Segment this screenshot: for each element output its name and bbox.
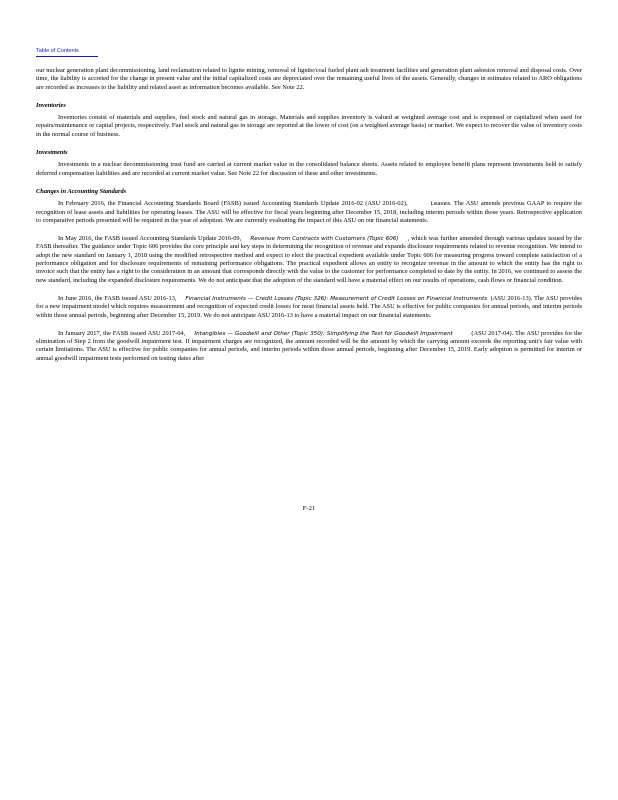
goodwill-text-b: (ASU 2017-04). The ASU provides for the elimination of Step 2 from the goodwill impairment test. If impairment charges are recognized, the amount recorded will be the amount by which the carrying amount exceeds the reporting unit's fair value with certain limitations. The ASU is effective for public companies for annual periods, and interim periods within those annual periods, beginning after December 15, 2019. Early adoption is permitted for interim or annual goodwill impairment tests performed on testing dates after	[36, 329, 582, 362]
leases-title: Leases	[430, 201, 451, 208]
page-number: F-21	[302, 505, 316, 512]
intro-paragraph: our nuclear generation plant decommissioning, land reclamation related to lignite mining, removal of lignite/coal fueled plant ash treatment facilities and generation plant asbestos removal and disposal costs. Over time, the liability is accreted for the change in present value and the initial capitalized costs are depreciated over the remaining useful lives of the assets. Generally, changes in estimates related to ARO obligations are recorded as increases to the liability and related asset as information becomes available. See Note 22.	[36, 67, 582, 91]
leases-paragraph	[36, 200, 582, 225]
changes-heading: Changes in Accounting Standards	[36, 187, 127, 195]
credit-losses-text-a: In June 2016, the FASB issued ASU 2016-13,	[58, 294, 177, 302]
credit-losses-paragraph	[36, 295, 582, 320]
page-body	[36, 67, 582, 363]
goodwill-text-a: In January 2017, the FASB issued ASU 2017-04,	[58, 329, 186, 337]
leases-text-a: In February 2016, the Financial Accounting Standards Board (FASB) issued Accounting Standards Update 2016-02 (ASU 2016-02),	[58, 200, 408, 208]
revenue-text-b: , which was further amended through various updates issued by the FASB thereafter. The guidance under Topic 606 provides the core principle and key steps in determining the recognition of revenue and expands disclosure requirements related to revenue recognition. We intend to adopt the new standard on January 1, 2018 using the modified retrospective method and expect to elect the practical expedient available under Topic 606 for measuring progress toward complete satisfaction of a performance obligation and for disclosure requirements of remaining performance obligations. The practical expedient allows an entity to recognize revenue in the amount to which the entity has the right to invoice such that the entity has a right to the consideration in an amount that corresponds directly with the value to the customer for performance completed to date by the entity. In 2016, we continued to assess the new standard, including the expanded disclosure requirements. We do not anticipate that the adoption of the standard will have a material effect on our results of operations, cash flows or financial condition.	[36, 235, 582, 284]
goodwill-paragraph	[36, 330, 582, 363]
credit-losses-text-b: (ASU 2016-13). The ASU provides for a new impairment model which requires measurement and recognition of expected credit losses for most financial assets held. The ASU is effective for public companies for annual periods, and interim periods within those annual periods, beginning after December 15, 2019. We do not anticipate ASU 2016-13 to have a material impact on our financial statements.	[36, 294, 582, 319]
investments-paragraph: Investments in a nuclear decommissioning trust fund are carried at current market value in the consolidated balance sheets. Assets related to employee benefit plans represent investments held to satisfy deferred compensation liabilities and are recorded at current market value. See Note 22 for discussion of these and other investments.	[36, 161, 582, 177]
goodwill-title: Intangibles — Goodwill and Other (Topic 350): Simplifying the Test for Goodwill Impairment	[194, 330, 453, 337]
credit-losses-title: Financial Instruments — Credit Losses (Topic 326): Measurement of Credit Losses on Financial Instruments	[185, 295, 488, 302]
revenue-text-a: In May 2016, the FASB issued Accounting Standards Update 2016-09,	[58, 235, 242, 243]
inventories-heading: Inventories	[36, 101, 66, 109]
revenue-title: Revenue from Contracts with Customers (Topic 606)	[250, 236, 399, 243]
leases-text-b: . The ASU amends previous GAAP to require the recognition of lease assets and liabilities for operating leases. The ASU will be effective for fiscal years beginning after December 15, 2018, including interim periods within those years. Retrospective application to comparative periods presented will be required in the year of adoption. We are currently evaluating the impact of this ASU on our financial statements.	[36, 200, 582, 224]
inventories-paragraph: Inventories consist of materials and supplies, fuel stock and natural gas in storage. Materials and supplies inventory is valued at weighted average cost and is expensed or capitalized when used for repairs/maintenance or capital projects, respectively. Fuel stock and natural gas in storage are reported at the lower of cost (on a weighted average basis) or market. We expect to recover the value of inventory costs in the normal course of business.	[36, 114, 582, 138]
table-of-contents-link[interactable]: Table of Contents	[36, 48, 98, 57]
revenue-paragraph	[36, 235, 582, 285]
investments-heading: Investments	[36, 149, 68, 157]
